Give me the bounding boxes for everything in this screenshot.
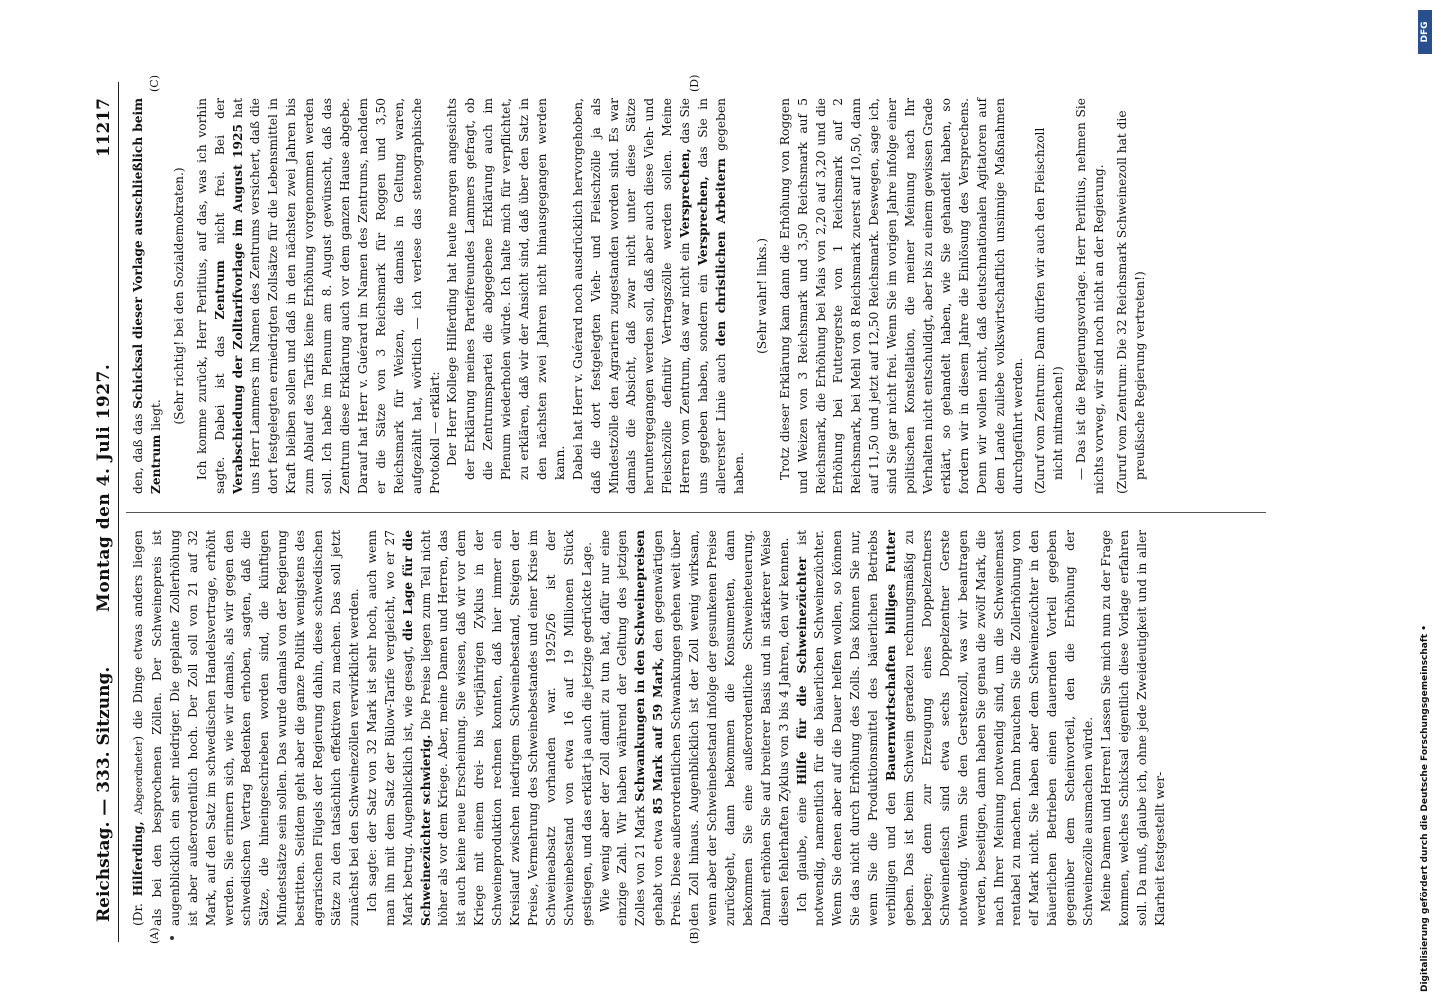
margin-marker-d: (D) xyxy=(688,74,701,92)
paragraph xyxy=(364,530,597,926)
text-run: Ich komme zurück, Herr Perlitius, auf das, was ich vorhin sagte. Dabei ist das xyxy=(194,98,227,494)
left-column xyxy=(130,530,1170,926)
text-run: gegeben haben. xyxy=(714,97,746,494)
text-run: gehabt von etwa xyxy=(651,819,666,926)
text-run: Ich sagte: der Satz von 32 Mark ist sehr hoch, auch wenn man ihn mit dem Satz der Bülow-Tarife vergleicht, wo er 27 Mark betrug. Augenblicklich ist, wie gesagt, xyxy=(364,530,415,926)
bold-run: Schicksal dieser Vorlage ausschließlich beim Zentrum xyxy=(131,98,163,494)
bold-run: 85 Mark auf 59 Mark, xyxy=(651,657,666,815)
text-run: nicht frei. Bei der xyxy=(212,98,227,245)
margin-marker-a: (A) xyxy=(148,927,161,944)
speaker-name: Hilferding, xyxy=(131,821,145,897)
bold-run: den christlichen Arbeitern xyxy=(714,158,728,347)
text-run: Dabei hat Herr v. Guérard noch ausdrücklich hervorgehoben, daß die dort festgelegten Vieh- und Fleischzölle ja als Mindestzölle den Agrariern zugestanden worden sind. Es war damals die Absicht, daß zwar nicht unter diese Sätze heruntergegangen werden soll, daß aber auch diese Vieh- und Fleischzölle definitiv Vertragszölle werden sollen. Meine Herren vom Zentrum, das war nicht ein xyxy=(570,98,693,494)
paragraph xyxy=(794,530,1098,926)
document-page xyxy=(90,74,1320,944)
interjection: (Sehr richtig! bei den Sozialdemokraten.) xyxy=(171,167,186,425)
paragraph-text: die Dinge etwas anders liegen als bei den besprochenen Zöllen. Der Schweinepreis ist augenblicklich ein sehr niedriger. Die geplante Zollerhöhung ist aber außerordentlich hoch. Der Zoll soll von 21 auf 32 Mark, auf den Satz im schwedischen Handelsvertrage, erhöht werden. Sie erinnern sich, wie wir damals, als wir gegen den schwedischen Vertrag Bedenken erhoben, sagten, daß die Sätze, die hineingeschrieben worden sind, die künftigen Mindestsätze sein sollen. Das wurde damals von der Regierung bestritten. Seitdem geht aber die ganze Politik wenigstens des agrarischen Flügels der Regierung dahin, diese schwedischen Sätze zu den tatsächlich effektiven zu machen. Das soll jetzt zunächst bei den Schweinezöllen verwirklicht werden. xyxy=(131,529,361,926)
bold-run: Versprechen, xyxy=(678,148,693,238)
text-run: liegt. xyxy=(148,399,163,431)
bold-run: Hilfe für die Schweinezüchter xyxy=(794,556,809,786)
bold-run: Bauernwirtschaften billiges Futter xyxy=(884,529,899,782)
text-run: den, daß das xyxy=(131,413,145,494)
text-run: das Sie uns gegeben haben, sondern ein xyxy=(678,98,711,494)
interjection: (Zuruf vom Zentrum: Die 32 Reichsmark Schweinezoll hat die preußische Regierung vertreten!) xyxy=(1115,110,1147,494)
text-run: Wie wenig aber der Zoll damit zu tun hat, dafür nur eine einzige Zahl. Wir haben während der Geltung des jetzigen Zolles von 21 Mark xyxy=(597,530,648,926)
quotation: Der Herr Kollege Hilferding hat heute morgen angesichts der Erklärung meines Parteifreundes Lammers gefragt, ob die Zentrumspartei die abgegebene Erklärung auch im Plenum wiederholen würde. Ich halte mich für verpflichtet, zu erklären, daß wir der Ansicht sind, daß über den Satz in den nächsten zwei Jahren nicht hinausgegangen werden kann. xyxy=(445,98,567,480)
paragraph: Trotz dieser Erklärung kam dann die Erhöhung von Roggen und Weizen von 3 Reichsmark und 3,50 Reichsmark auf 5 Reichsmark, die Erhöhung bei Mais von 2,20 auf 3,20 und die Erhöhung bei Futtergerste von 1 Reichsmark auf 2 Reichsmark, bei Mehl von 8 Reichsmark zuerst auf 10,50, dann auf 11,50 und jetzt auf 12,50 Reichsmark. Deswegen, sage ich, sind Sie gar nicht frei. Wenn Sie im vorigen Jahre infolge einer politischen Konstellation, die meiner Meinung nach Ihr Verhalten nicht entschuldigt, aber bis zu einem gewissen Grade erklärt, so gehandelt haben, wie Sie gehandelt haben, so fordern wir in diesem Jahre die Einlösung des Versprechens. Denn wir wollen nicht, daß deutschnationalen Agitatoren auf dem Lande zuliebe volkswirtschaftlich unsinnige Maßnahmen durchgeführt werden. xyxy=(777,98,1025,494)
paragraph: — Das ist die Regierungsvorlage. Herr Perlitius, nehmen Sie nichts vorweg, wir sind noch nicht an der Regierung. xyxy=(1074,98,1107,494)
text-run: Die Preise liegen zum Teil nicht höher als vor dem Kriege. Aber, meine Damen und Herren, das ist auch keine neue Erscheinung. Sie wissen, daß wir vor dem Kriege mit einem drei- bis vierjährigen Zyklus in der Schweineproduktion rechnen konnten, daß hier immer ein Kreislauf zwischen niedrigem Schweinebestand, Steigen der Preise, Vermehrung des Schweinebestandes und einer Krise im Schweineabsatz vorhanden war. 1925/26 ist der Schweinebestand von etwa 16 auf 19 Millionen Stück gestiegen, und das erklärt ja auch die jetzige gedrückte Lage. xyxy=(418,530,594,926)
paragraph xyxy=(597,530,794,926)
right-column xyxy=(130,98,1155,494)
page-header xyxy=(90,82,120,942)
bold-run: die Lage für die Schweinezüchter schwierig. xyxy=(400,530,433,926)
header-date: Montag den 4. Juli 1927. xyxy=(94,363,114,612)
text-run: Ich glaube, eine xyxy=(794,796,809,912)
dfg-logo: DFG xyxy=(1418,10,1432,54)
margin-marker-b: (B) xyxy=(688,927,701,944)
interjection: (Sehr wahr! links.) xyxy=(754,238,769,354)
margin-marker-c: (C) xyxy=(148,75,161,92)
text-run: das Sie in allererster Linie auch xyxy=(696,98,728,494)
page-number: 11217 xyxy=(94,98,114,158)
funding-note xyxy=(1418,0,1434,1000)
header-session: Reichstag. — 333. Sitzung. xyxy=(94,666,114,922)
funding-text: Digitalisierung gefördert durch die Deutsche Forschungsgemeinschaft • xyxy=(1420,625,1430,992)
paragraph: Meine Damen und Herren! Lassen Sie mich nun zu der Frage kommen, welches Schicksal eigentlich diese Vorlage erfahren soll. Da muß, glaube ich, ohne jede Zweideutigkeit und in aller Klarheit festgestellt wer- xyxy=(1098,530,1167,926)
paragraph xyxy=(570,98,749,494)
bold-run: Verabschiedung der Zolltarifvorlage im August 1925 xyxy=(230,124,245,494)
paragraph xyxy=(194,98,445,494)
speaker-role: Abgeordneter xyxy=(133,740,145,815)
text-run: ist notwendig, namentlich für die bäuerlichen Schweinezüchter. Wenn Sie denen aber auf die Dauer helfen wollen, so können Sie das nicht durch Erhöhung des Zolls. Das können Sie nur, wenn Sie die Produktionsmittel des bäuerlichen Betriebs verbilligen und den xyxy=(794,529,899,926)
paragraph: (Dr. Hilferding, Abgeordneter) die Dinge etwas anders liegen als bei den besprochenen Zöllen. Der Schweinepreis ist augenblicklich ein sehr niedriger. Die geplante Zollerhöhung ist aber außerordentlich hoch. Der Zoll soll von 21 auf 32 Mark, auf den Satz im schwedischen Handelsvertrage, erhöht werden. Sie erinnern sich, wie wir damals, als wir gegen den schwedischen Vertrag Bedenken erhoben, sagten, daß die Sätze, die hineingeschrieben worden sind, die künftigen Mindestsätze sein sollen. Das wurde damals von der Regierung bestritten. Seitdem geht aber die ganze Politik wenigstens des agrarischen Flügels der Regierung dahin, diese schwedischen Sätze zu den tatsächlich effektiven zu machen. Das soll jetzt zunächst bei den Schweinezöllen verwirklicht werden. xyxy=(131,529,361,926)
interjection: (Zuruf vom Zentrum: Dann dürfen wir auch den Fleischzoll nicht mitmachen!) xyxy=(1033,127,1066,494)
header-rule xyxy=(118,82,119,942)
text-run: den gegenwärtigen Preis. Diese außerordentlichen Schwankungen gehen weit über den Zoll hinaus. Augenblicklich ist der Zoll wenig wirksam, wenn aber der Schweinebestand infolge der gesunkenen Preise zurückgeht, dann bekommen die Konsumenten, dann bekommen Sie eine außerordentliche Schweineteuerung. Damit erhöhen Sie auf breiterer Basis und in stärkerer Weise diesen fehlerhaften Zyklus von 3 bis 4 Jahren, den wir kennen. xyxy=(651,530,791,926)
margin-dot xyxy=(170,936,174,940)
text-run: geben. Das ist beim Schwein geradezu rechnungsmäßig zu belegen; denn zur Erzeugung eines Doppelzentners Schweinefleisch sind etwa sechs Doppelzentner Gerste notwendig. Wenn Sie den Gerstenzoll, was wir beantragen werden, beseitigen, dann haben Sie genau die zwölf Mark, die nach Ihrer Meinung notwendig sind, um die Schweinemast rentabel zu machen. Dann brauchen Sie die Zollerhöhung von elf Mark nicht. Sie haben aber dem Schweinezüchter in den bäuerlichen Betrieben einen dauernden Vorteil gegeben gegenüber dem Scheinvorteil, den die Erhöhung der Schweinezölle ausmachen würde. xyxy=(901,530,1096,926)
bold-run: Zentrum xyxy=(212,260,227,320)
bold-run: Schwankungen in den Schweinepreisen xyxy=(633,530,648,802)
text-run: hat uns Herr Lammers im Namen des Zentrums versichert, daß die dort festgelegten erniedrigten Zollsätze für die Lebensmittel in Kraft bleiben sollen und daß in den nächsten zwei Jahren bis zum Ablauf des Tarifs keine Erhöhung vorgenommen werden soll. Ich habe im Plenum am 8. August gewünscht, daß das Zentrum diese Erklärung auch vor dem ganzen Hause abgebe. Darauf hat Herr v. Guérard im Namen des Zentrums, nachdem er die Sätze von 3 Reichsmark für Roggen und 3,50 Reichsmark für Weizen, die damals in Geltung waren, aufgezählt hat, wörtlich — ich verlese das stenographische Protokoll — erklärt: xyxy=(230,97,442,494)
paragraph xyxy=(130,98,166,494)
column-separator xyxy=(126,512,1266,513)
bold-run: Versprechen, xyxy=(696,176,711,266)
